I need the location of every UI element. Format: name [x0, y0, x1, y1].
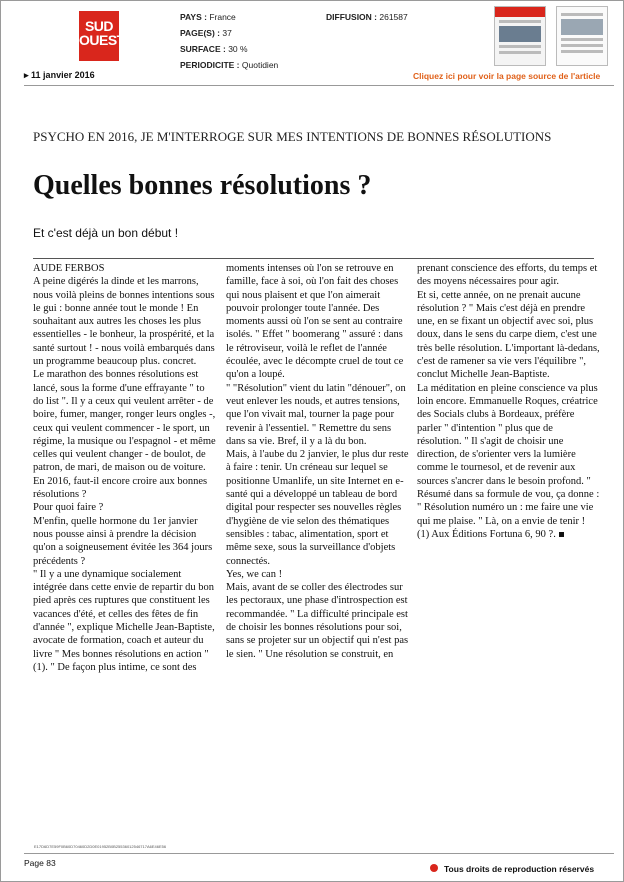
footnote-text: (1) Aux Éditions Fortuna 6, 90 ?.: [417, 528, 556, 540]
source-page-thumbnail-2[interactable]: [556, 6, 608, 66]
paragraph: Et si, cette année, on ne prenait aucune résolution ? " Mais c'est déjà en prendre une, en se fixant un objectif avec soi, plus doux, dans le sens du carpe diem, c'est une très belle résolution. L'important là-dedans, c'est de ramener sa vie vers l'équilibre ", conclut Michelle Jean-Baptiste.: [417, 289, 600, 381]
meta-diffusion-label: DIFFUSION :: [326, 12, 377, 22]
paragraph: A peine digérés la dinde et les marrons, nous voilà pleins de bonnes intentions sous le gui : bonne année tout le monde ! En souhaitant aux autres les choses les plus essentielles - le bonheur, la prospérité, et la santé surtout ! - nous voilà embarqués dans un programme beaucoup plus. concret.: [33, 276, 215, 368]
column-2: [226, 262, 409, 661]
meta-surface: [180, 44, 248, 54]
body-rule: [33, 258, 594, 259]
article-headline: Quelles bonnes résolutions ?: [33, 170, 372, 201]
subhead: Yes, we can !: [226, 568, 283, 580]
subhead: Pour quoi faire ?: [33, 502, 104, 514]
meta-pages-label: PAGE(S) :: [180, 28, 220, 38]
meta-diffusion-value: 261587: [379, 12, 408, 22]
paragraph: " Il y a une dynamique socialement intégrée dans cette envie de repartir du bon pied après ces ruptures que constituent les vacances d'été, et celles des fêtes de fin d'année ", explique Michelle Jean-Baptiste, avocate de formation, coach et auteur du livre " Mes bonnes résolutions en action " (1). " De façon plus intime, ce sont des: [33, 568, 215, 673]
column-1: [33, 262, 216, 674]
byline: AUDE FERBOS: [33, 263, 105, 274]
meta-surface-label: SURFACE :: [180, 44, 226, 54]
meta-diffusion: [326, 12, 408, 22]
rights-notice: Tous droits de reproduction réservés: [444, 864, 595, 874]
header-rule: [24, 85, 614, 86]
footnote: [417, 528, 600, 541]
source-page-thumbnail[interactable]: [494, 6, 546, 66]
date-text: 11 janvier 2016: [31, 70, 95, 80]
meta-pays-label: PAYS :: [180, 12, 207, 22]
meta-pages: [180, 28, 232, 38]
paragraph: M'enfin, quelle hormone du 1er janvier nous pousse ainsi à prendre la décision qu'on a soigneusement évitée les 364 jours précédents ?: [33, 515, 213, 567]
meta-pages-value: 37: [222, 28, 232, 38]
footer-rule: [24, 853, 614, 854]
meta-pays-value: France: [209, 12, 236, 22]
paragraph: Le marathon des bonnes résolutions est lancé, sous la forme d'une effrayante " to do list ". Il y a ceux qui veulent arrêter - de boire, fumer, manger, ronger leurs ongles -, ceux qui veulent commencer - le sport, un régime, la musique ou l'espagnol - et même celles qui veulent changer - de boulot, de patron, de mari, de maison ou de voiture. En 2016, faut-il encore croire aux bonnes résolutions ?: [33, 369, 216, 501]
paragraph: Mais, avant de se coller des électrodes sur les pectoraux, une phase d'introspection est recommandée. " La difficulté principale est de choisir les bonnes résolutions pour soi, sans se projeter sur un objectif qui n'est pas le sien. " Une résolution se construit, en: [226, 582, 409, 660]
article-kicker: PSYCHO EN 2016, JE M'INTERROGE SUR MES INTENTIONS DE BONNES RÉSOLUTIONS: [33, 129, 552, 144]
meta-periodicite-label: PERIODICITE :: [180, 60, 240, 70]
meta-pays: [180, 12, 236, 22]
paragraph: La méditation en pleine conscience va plus loin encore. Emmanuelle Roques, créatrice des Socials clubs à Bordeaux, préfère parler " d'intention " plus que de résolution. " Il s'agit de choisir une direction, de s'orienter vers la lumière comme le tournesol, et de revenir aux sources s'ancrer dans le besoin profond. " Résumé dans sa formule de vou, ça donne : " Résolution numéro un : me faire une vie qui me plaise. " Là, on a envie de tenir !: [417, 382, 600, 527]
article-deck: Et c'est déjà un bon début !: [33, 226, 179, 240]
copyright-dot-icon: [430, 864, 438, 872]
end-mark-icon: [559, 532, 564, 537]
paragraph: moments intenses où l'on se retrouve en famille, face à soi, où l'on fait des choses qui nous plaisent et que l'on aimerait pouvoir prolonger toute l'année. Des moments aussi où l'on se sent au contraire isolés. " Effet " boomerang " assuré : dans le rétroviseur, voilà le reflet de l'année écoulée, avec le décompte cruel de tout ce qu'on a loupé.: [226, 263, 404, 381]
paragraph: Mais, à l'aube du 2 janvier, le plus dur reste à faire : tenir. Un créneau sur lequel se positionne Umanlife, un site Internet en e-santé qui a développé un tableau de bord digital pour respecter ses nouvelles règles d'hygiène de vie selon des thématiques sensibles : tabac, alimentation, sport et même sexe, sous la surveillance d'objets connectés.: [226, 449, 409, 567]
page-number: Page 83: [24, 858, 56, 868]
view-source-link[interactable]: Cliquez ici pour voir la page source de l'article: [413, 71, 601, 81]
document-barcode: E17D6D7E59F0B60D70460D2D0E01952B0B25536012546717A6E46E56: [34, 844, 167, 849]
bullet-arrow-icon: ▸: [24, 70, 29, 80]
paragraph: " "Résolution" vient du latin "dénouer", on veut enlever les nouds, et autres tensions, que l'on vivait mal, tourner la page pour revenir à l'essentiel. " Remettre du sens dans sa vie. Bref, il y a là du bon.: [226, 382, 406, 447]
meta-periodicite-value: Quotidien: [241, 60, 279, 70]
newspaper-logo: SUD OUEST: [79, 11, 119, 61]
column-3: [417, 262, 600, 541]
paragraph: prenant conscience des efforts, du temps et des moyens nécessaires pour agir.: [417, 263, 598, 288]
publication-date: [24, 70, 95, 81]
meta-periodicite: [180, 60, 278, 70]
meta-surface-value: 30 %: [228, 44, 248, 54]
